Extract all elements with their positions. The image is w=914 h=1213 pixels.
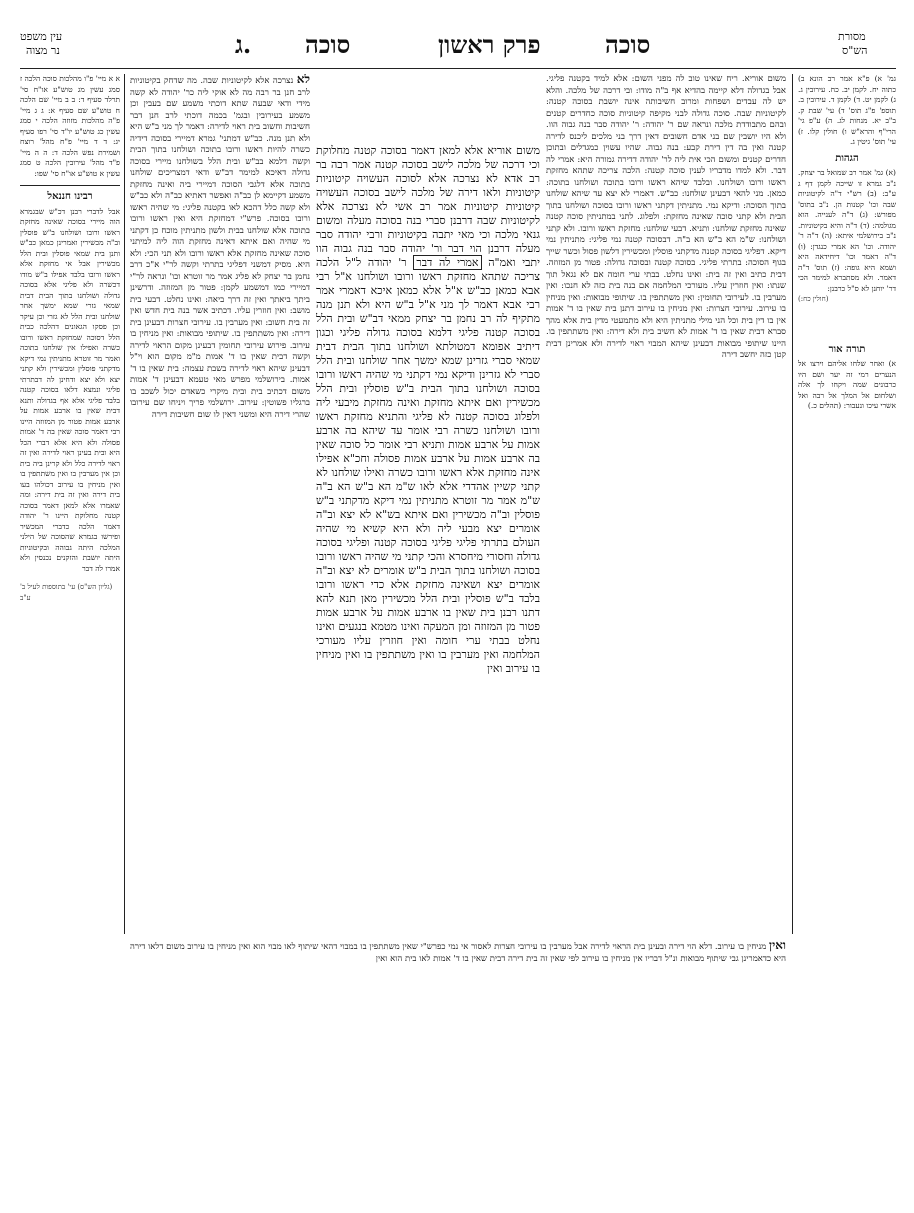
ner-mitzvah-heading: נר מצוה (26, 44, 60, 57)
hagahot-heading: הגהות (835, 152, 859, 164)
ein-mishpat-column (20, 74, 120, 934)
gemara-boxed-phrase: אמרי לה דבר (413, 255, 481, 270)
masoret-text: גמ' א) פ"א אמר רב הונא ב) כתוה יח. לקמן יב. כח. עירובין ג. ג) לקמן יט. ד) לקמן ד. עירובין ב. תוספ' פ"ג תוס' ד) עי' שבת ק. ב"ב יא. מנחות לג. ה) ע"פ גי' הרי"ף והרא"ש ו) חולין קלו. ז) עי' תוס' גיטין ג. (798, 74, 896, 146)
ein-mishpat-rule (20, 185, 120, 186)
rashi-column (546, 74, 786, 934)
tractate-name-left: סוכה (305, 30, 351, 59)
ein-mishpat-heading: עין משפט (20, 30, 63, 43)
bottom-commentary-text: מניחין בו עירוב. דלא הוי דירה ובעינן בית הראוי לדירה אבל מערבין בו עירובי חצרות לאסור אי נמי כפרש"י שאין משתתפין בו במבוי דהאי שיתוף לאו מבוי הוא ואין מניחין בו עירוב משום דלאו דירה היא כדאמרינן גבי שיתוף מבואות ונ"ל דבריו אין מניחין בו עירוב לפי שאין זה בית דירה דבית שאין בו ד' אמות לאו בית הוא ואין (130, 942, 786, 964)
column-divider-left (124, 74, 125, 934)
masoret-note: (חולין כח:) (798, 295, 829, 303)
bottom-commentary (130, 940, 786, 990)
chapter-name: פרק ראשון (438, 30, 541, 59)
gilyon-note: (גליון הש"ס) עי' בתוספות לעיל ב' ע"ב (20, 583, 113, 602)
gemara-text-part2: ר' יהודה ל"ל הלכה צריכה שתהא מחזקת ראשו ורובו ושולחנו א"ל רבי אבא כמאן כב"ש א"ל אלא כמאן איכא דאמרי אמר רבי אבא דאמר לך מני א"ל ב"ש היא ולא תנן מנה מתקיף לה רב נחמן בר יצחק ממאי דב"ש ובית הלל בסוכה קטנה פליגי דלמא בסוכה גדולה פליגי וכגון דיתיב אפומא דמטולתא ושולחנו בתוך הבית דבית שמאי סברי גזרינן שמא ימשך אחר שולחנו ובית הלל סברי לא גזרינן ודיקא נמי דקתני מי שהיה ראשו ורובו בסוכה ושולחנו בתוך הבית ב"ש פוסלין ובית הלל מכשירין ואם איתא מחזקת ואינה מחזקת מיבעי ליה ולפלוג בסוכה קטנה לא פליגי והתניא מחזקת ראשו ורובו ושולחנו כשרה רבי אומר עד שיהא בה ארבע אמות על ארבע אמות ותניא רבי אומר כל סוכה שאין בה ארבע אמות על ארבע אמות פסולה וחכ"א אפילו אינה מחזקת אלא ראשו ורובו כשרה ואילו שולחנו לא קתני קשיין אהדדי אלא לאו ש"מ הא ב"ש הא ב"ה ש"מ אמר מר זוטרא מתניתין נמי דיקא מדקתני ב"ש פוסלין וב"ה מכשירין ואם איתא בש"א לא יצא וב"ה אומרים יצא מבעי ליה ולא היא קשיא מי שהיה העולם בתרתי פליגי פליגי בסוכה קטנה ופליגי בסוכה גדולה וחסורי מיחסרא והכי קתני מי שהיה ראשו ורובו בסוכה ושולחנו בתוך הבית ב"ש אומרים לא יצא וב"ה אומרים יצא ושאינה מחזקת אלא כדי ראשו ורובו בלבד ב"ש פוסלין ובית הלל מכשירין מאן תנא להא דתנו רבנן בית שאין בו ארבע אמות על ארבע אמות פטור מן המזוזה ומן המעקה ואינו מטמא בנגעים ואינו נחלט בבתי ערי חומה ואין חוזרין עליו מעורכי המלחמה ואין מערבין בו ואין משתתפין בו ואין מניחין בו עירוב ואין (316, 256, 540, 675)
page-number: ג. (235, 30, 252, 59)
gemara-column (316, 144, 540, 934)
masoret-heading: מסורת (838, 30, 866, 43)
hashas-heading: הש"ס (842, 44, 868, 57)
bottom-opening-word: ואין (769, 940, 786, 952)
rabbeinu-chananel-text: אבל לדברי רבנן דכ"ש שבגמרא הוה מיירי בסוכה שאינה מחזקת ראשו ורובו ושולחנו ב"ש פוסלין וב"ה מכשירין ואמרינן כמאן כב"ש ותנן בית שמאי פוסלין ובית הלל מכשירין אבל אי מחזקת אלא ראשו ורובו בלבד אפילו ב"ש מודו דכשרה ולא פליגי אלא בסוכה גדולה ושולחנו בתוך הבית דבית שמאי גזרי שמא ימשך אחר שולחנו ובית הלל לא גזרי וכן עיקר וכן פסקו הגאונים דהלכה כבית הלל דסוכה שמחזקת ראשו ורובו כשרה ואפילו אין שולחנו בתוכה ואמר מר זוטרא מתניתין נמי דיקא מדקתני פוסלין ומכשירין ולא קתני יצא ולא יצא ודחינן לה דבתרתי פליגי ונמצא דלאו בסוכה קטנה בלבד פליגי אלא אף בגדולה ותנא דבית שאין בו ארבע אמות על ארבע אמות פטור מן המזוזה היינו רבי דאמר סוכה שאין בה ד' אמות פסולה ולא היא אלא דברי הכל היא ובית בעינן ראוי לדירה ואין זה ראוי לדירה כלל ולא קרינן ביה בית וכן אין מערבין בו ואין משתתפין בו ואין מניחין בו עירוב דכולהו בעו בית דירה ואין זה בית דירה: ומה שאמרו אלא למאן דאמר בסוכה קטנה מחלוקת היינו ר' יהודה דאמר הלכה כדברי המכשיר ופירשו בגמרא שהסוכה של הילני המלכה היתה גבוהה ובקיטוניות היתה יושבת והזקנים נכנסין ולא אמרו לה דבר (20, 206, 120, 573)
header-rule (20, 68, 896, 69)
tosafot-opening-word: לא (296, 74, 310, 86)
masoret-column (798, 74, 896, 934)
tosafot-column (130, 74, 310, 934)
gemara-text-part1: משום אוריא אלא למאן דאמר בסוכה קטנה מחלוקת וכי דרכה של מלכה לישב בסוכה קטנה אמר רבה בר רב אדא לא נצרכה אלא לסוכה העשויה קיטוניות קיטוניות ולאו דירה של מלכה לישב בסוכה העשויה קיטוניות קיטוניות אמר רב אשי לא נצרכה אלא לקיטוניות שבה דרבנן סברי בנה בסוכה מעלה ומשום גנאי מלכה וכי מאי יתבה בקיטוניות ורבי יהודה סבר מעלה דרבנן הוי דבר ור' יהודה סבר בנה גבוה הוו יתבי ואמ"ה (316, 144, 540, 269)
ein-mishpat-text: א א מיי' פ"ו מהלכות סוכה הלכה ז סמג עשין מג טוש"ע או"ח סי' תרלד סעיף ד: ב ב מיי' שם הלכה ח טוש"ע שם סעיף א: ג ג מיי' פ"ה מהלכות מזוזה הלכה י סמג עשין כג טוש"ע יו"ד סי' רפו סעיף יג: ד ד מיי' פ"ח מהל' רוצח ושמירת נפש הלכה ד: ה ה מיי' פ"ד מהל' עירובין הלכה ט סמג עשין א טוש"ע או"ח סי' שפו: (20, 74, 120, 178)
torah-or-heading: תורה אור (828, 343, 866, 355)
column-divider-right (792, 74, 793, 934)
torah-or-text: א) ואחר שלחו אליהם וירצו אל הנערים רמי זה יער ושם היו כרבונים שמה ויקחו לך אלה ושלחום אל המלך אל רבה ואל אשרי עיכו ונעבור: (תהלים כ.) (798, 359, 896, 410)
hagahot-text: (א) גמ' אמר רב שמואל בר יצחק. נ"ב גמרא זו שייכה לקמן דף ג ע"ב: (ב) רש"י ד"ה לקיטוניות שבה וכו' קטנות הן. נ"ב בתוס' מפורש: (ג) ד"ה לענייה. הוא מגולמה: (ד) ד"ה והיא בקיטוניות. נ"ב בירושלמי איתא: (ה) ד"ה ר' יהודה. וכו' הא אמרי כנגדן: (ו) ד"ה דאמר וכו' דיחידאה היא ושמא היא גופה: (ז) תוס' ד"ה דאמר. ולא מסתברא למימר הכי דר' יוחנן לא ס"ל כרבנן: (798, 168, 896, 293)
tractate-name-right: סוכה (605, 30, 651, 59)
rashi-text: משום אוריא. ריח שאינו טוב לה מפני השום: אלא למיד בקטנה פליגי. אבל בגדולה דלא קיימה בהדיא אף ב"ה מודו: ובי דרכה של מלכה. והלא יש לה עבדים ושפחות ומרוב חשיבותה אינה יושבת בסוכה קטנה: לקיטוניות שבה. סוכה גדולה לבני מקיפה קיטוניות סוכה כחדרים קטנים ובהם מתבודדת מלכה ונראה שם ר' יהודה: ר' יהודה סבר בנה גבוה הוו. ולא היו יושבין שם בני אדם חשובים דאין דרך בני מלכים ליכנס לדירה קטנה ואין בה דין דירת קבע: בנה גבוה. שהיו עשוין כמגדלים ובתוכן חדרים קטנים ומשום הכי אית ליה לר' יהודה דדירה גמורה היא: אמרי לה דבר. ולא למדו מדבריו לענין סוכה קטנה: הלכה צריכה שתהא מחזקת ראשו ורובו ושולחנו. ובלבד שיהא ראשו ורובו בתוכה ושולחנו בתוכה: כמאן. מני להאי דבעינן שולחנו: כב"ש. דאמרי לא יצא עד שיהא שולחנו בתוך הסוכה: ודיקא נמי. מתניתין דקתני ראשו ורובו בסוכה ושולחנו בתוך הבית ולא קתני סוכה שאינה מחזקת: ולפלוג. לתני במתניתין סוכה קטנה שאינה מחזקת שולחנו: ותניא. דבעי שולחנו: מחזקת ראשו ורובו. ולא קתני ושולחנו: ש"מ הא ב"ש הא ב"ה. דבסוכה קטנה נמי פליגי: מתניתין נמי דיקא. דפליגי בסוכה קטנה מדקתני פוסלין ומכשירין דלשון פסול וכשר שייך בגוף הסוכה: בתרתי פליגי. בסוכה קטנה ובסוכה גדולה: פטור מן המזוזה. דבית כתיב ואין זה בית: ואינו נחלט. בבתי ערי חומה אם לא נגאל תוך שנתו: ואין חוזרין עליו. מעורכי המלחמה אם בנה בית כזה לא חנכו: ואין מערבין בו. לעירובי תחומין: ואין משתתפין בו. שיתופי מבואות: ואין מניחין בו עירוב. עירובי חצרות: ואין מניחין בו עירוב דתנן בית שאין בו ד' אמות אין בו דין בית וכל הני מילי מתניתין היא ולא מתמעטי מדין בית אלא מהך סברא דבית שאין בו ד' אמות לא חשיב בית ולא דירה: ואין משתתפין בו. היינו שיתופי מבואות דבעינן שיהא המבוי ראוי לדירה ולא אמרינן דבית קטן כזה יחשב דירה (546, 74, 786, 360)
tosafot-text: נצרכה אלא לקיטוניות שבה. מה שדחק בקיטוניות לרב חנן בר רבה מה לא אוקי ליה כר' יהודה לא קשה מידי ודאי שבעה שתא דוכתי משמע שם בעבין וכן משמע בעירובין ובגמ' בכמה דוכתי לרב חנן דבר חשיבות וחשוב בית ראוי לדירה: דאמר לך מני ב"ש היא ולא תנן מנה. כב"ש דמתני' גמרא דמיירי בסוכה דידיה כשרה להיות ראשו ורובו בתוכה ושולחנו בתוך הבית וקשה דלמא בב"ש ובית הלל בשולחנו מיירי בסוכה גדולה דאיכא למימר דב"ש ודאי דמצריכים שולחנו בתוכה אלא דלגבי הסוכה דמיירי ביה ואינה מחזקת משמע דקיימא לן כב"ה ואפשר דאתיא כב"ה ולא כב"ש ולא קשה כלל דהכא לאו בקטנה פליגי: מי שהיה ראשו ורובו בסוכה. פרש"י דמחזקת היא ואין ראשו ורובו בתוכה אלא שולחנו בבית ולשון מתניתין מוכח כן דקתני מי שהיה ואם איתא דאינה מחזקת הוה ליה למיתני סוכה שאינה מחזקת אלא ראשו ורובו ולא תני הכי: ולא היא. מסיק דמשני דפליגי בתרתי וקשה לר"י א"כ דרב נחמן בר יצחק לא פליג אמר מר זוטרא וכו' ונראה לר"י דמיירי כמו דמשמע לקמן: פטור מן המזוזה. ודרשינן ביתך ביאתך ואין זה דרך ביאה: ואינו נחלט. דבעי בית מושב: ואין חוזרין עליו. דכתיב אשר בנה בית חדש ואין זה בית חשוב: ואין מערבין בו. עירובי חצרות דבעינן בית דירה: ואין משתתפין בו. שיתופי מבואות: ואין מניחין בו עירוב. פירוש עירובי תחומין דבעינן מקום הראוי לדירה וקשה דבית שאין בו ד' אמות מ"מ מקום הוא וי"ל דבעינן שיהא ראוי לדירה בשבת עצמה: בית שאין בו ד' אמות. בירושלמי מפרש מאי טעמא דבעינן ד' אמות משום דכתיב בית ובית מיקרי כשאדם יכול לשכב בו ברגליו פשוטין: עירוב. ירושלמי פריך ויניחו שם עירובו שהרי דירה היא ומשני דאין לו שום חשיבות דירה (130, 76, 310, 420)
rabbeinu-chananel-heading: רבינו חננאל (47, 191, 93, 202)
